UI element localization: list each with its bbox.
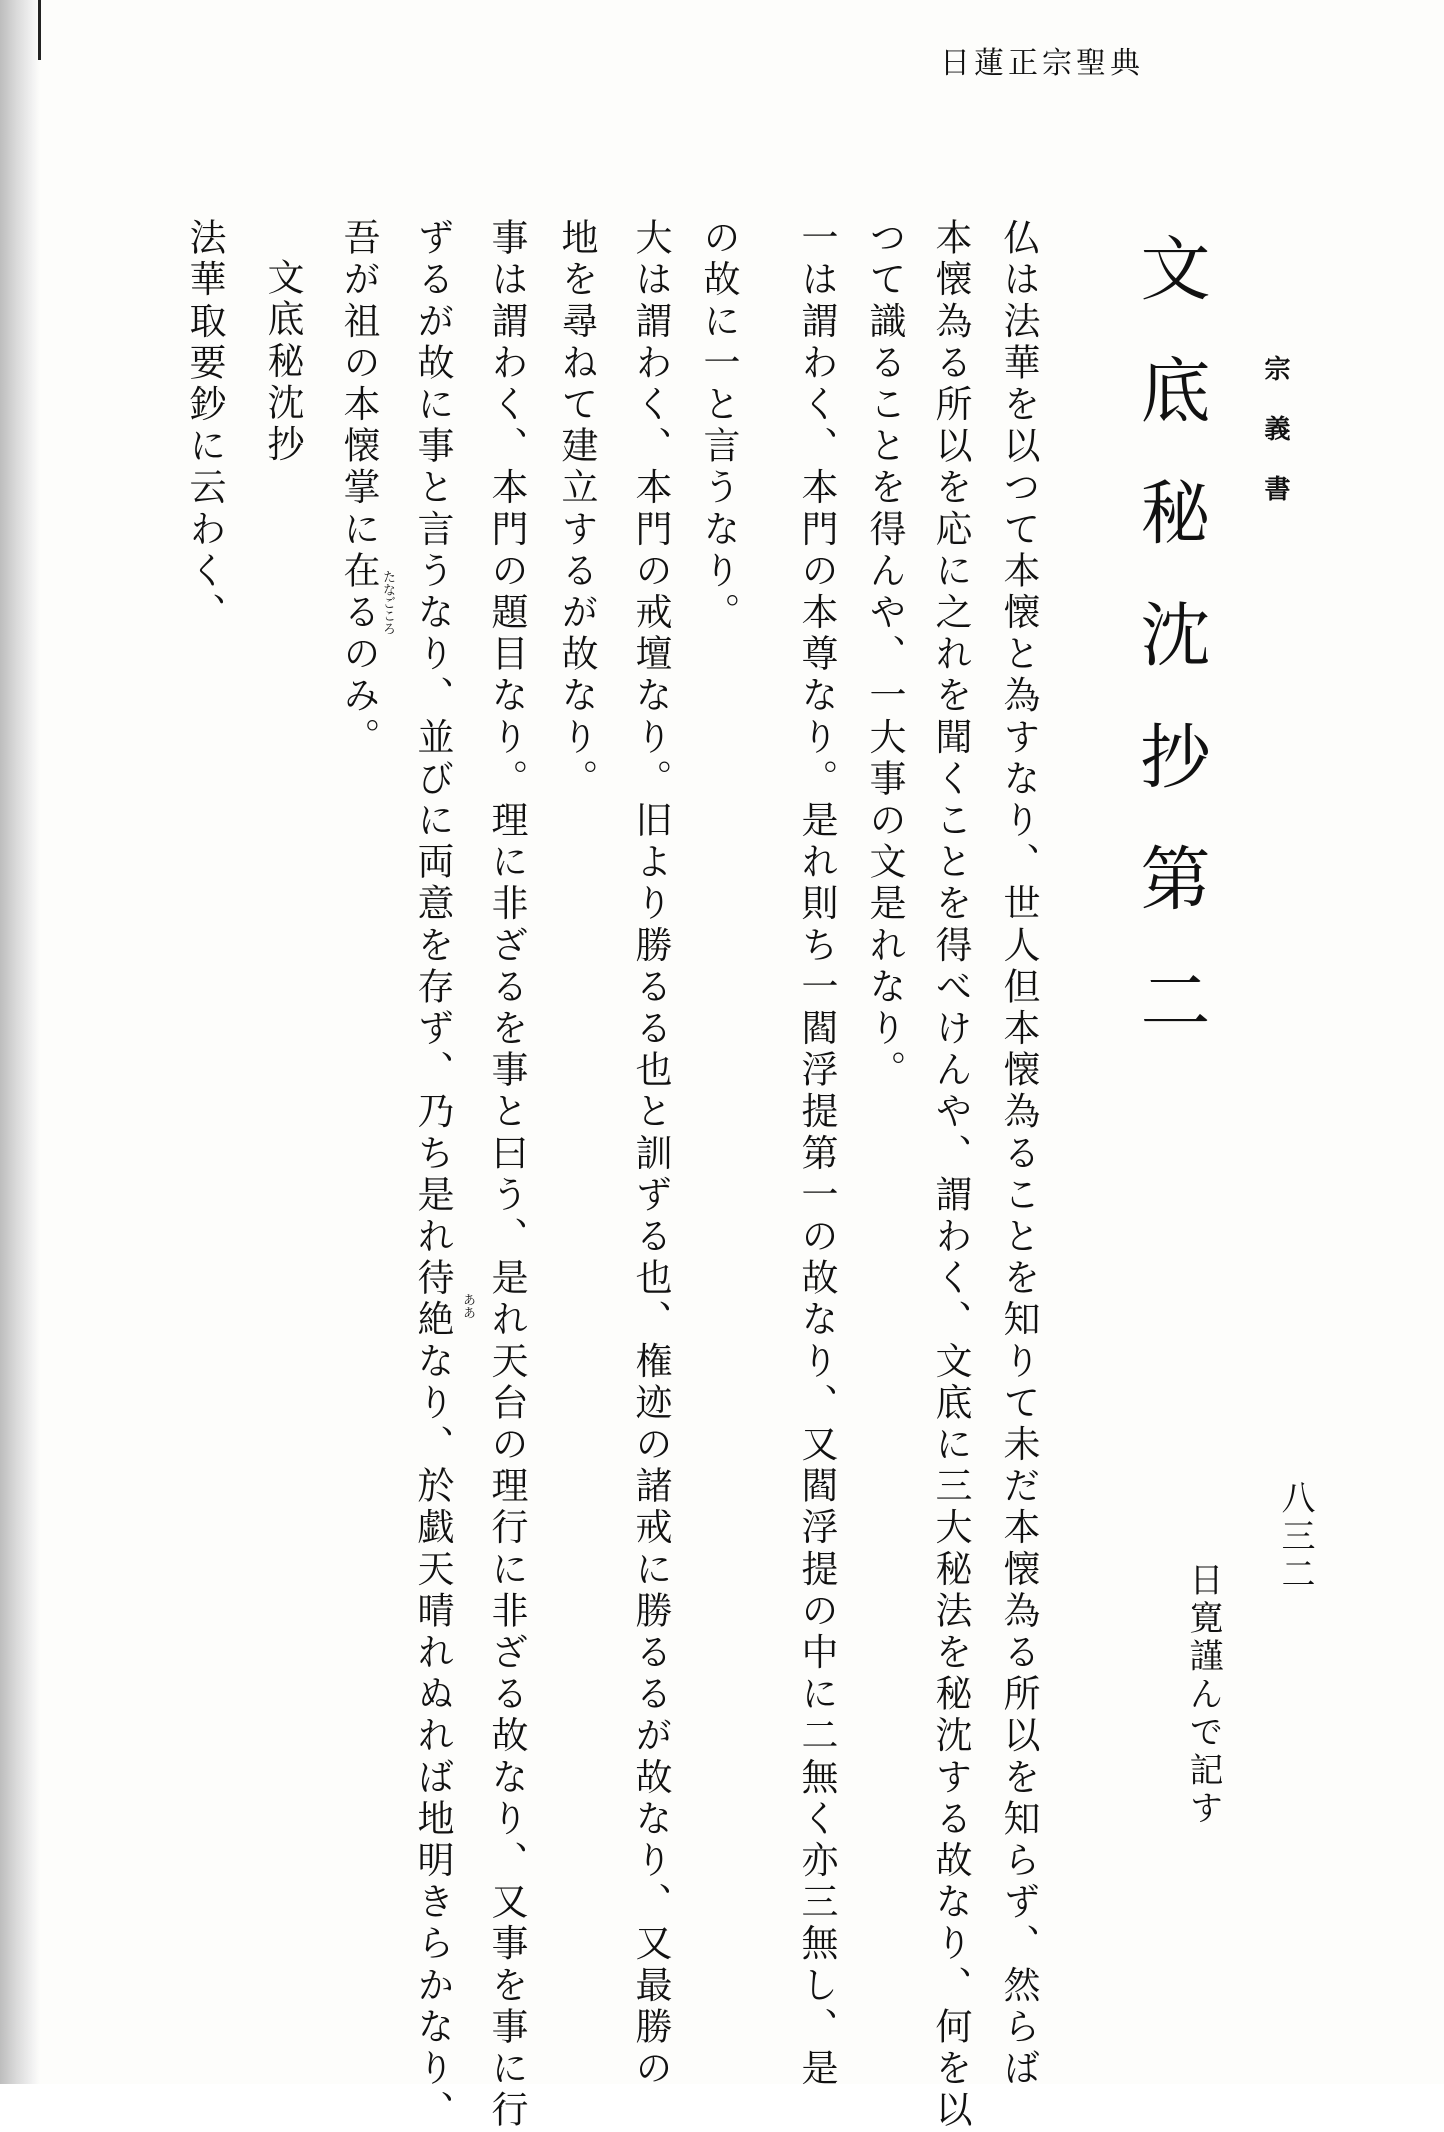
ruby-tanagokoro: たなごころ — [380, 570, 395, 635]
body-column-10: 吾が祖の本懐掌に在るのみ。 — [337, 218, 380, 759]
body-column-3: つて識ることを得んや、一大事の文是れなり。 — [863, 218, 906, 1092]
body-column-1: 仏は法華を以つて本懐と為すなり、世人但本懐為ることを知りて未だ本懐為る所以を知らず、然らば — [997, 218, 1040, 2090]
body-column-6: 大は謂わく、本門の戒壇なり。旧より勝るる也と訓ずる也、権迹の諸戒に勝るるが故なり、又最勝の — [629, 218, 672, 2090]
body-column-4: 一は謂わく、本門の本尊なり。是れ則ち一閻浮提第一の故なり、又閻浮提の中に二無く亦三無し、是 — [795, 218, 838, 2090]
chapter-title: 文底秘沈抄第二 — [1129, 232, 1211, 1086]
author-signature: 日寛謹んで記す — [1183, 1562, 1223, 1828]
running-head-title: 日蓮正宗聖典 — [940, 46, 1144, 81]
body-column-5: の故に一と言うなり。 — [697, 218, 740, 634]
body-column-11-subtitle: 文底秘沈抄 — [261, 258, 304, 466]
body-column-2: 本懐為る所以を応に之れを聞くことを得べけんや、謂わく、文底に三大秘法を秘沈する故なり、何を以 — [929, 218, 972, 2132]
body-column-9: ずるが故に事と言うなり、並びに両意を存ず、乃ち是れ待絶なり、於戯天晴れぬれば地明きらかなり、 — [411, 218, 454, 2132]
section-label: 宗義書 — [1260, 355, 1290, 535]
page-number: 八三二 — [1275, 1480, 1315, 1594]
body-column-7: 地を尋ねて建立するが故なり。 — [555, 218, 598, 801]
binding-edge-line — [38, 0, 41, 60]
binding-gutter-shadow — [0, 0, 40, 2084]
body-column-8: 事は謂わく、本門の題目なり。理に非ざるを事と曰う、是れ天台の理行に非ざる故なり、又事を事に行 — [485, 218, 528, 2132]
ruby-aa: ああ — [460, 1293, 475, 1319]
body-column-12: 法華取要鈔に云わく、 — [183, 218, 226, 634]
